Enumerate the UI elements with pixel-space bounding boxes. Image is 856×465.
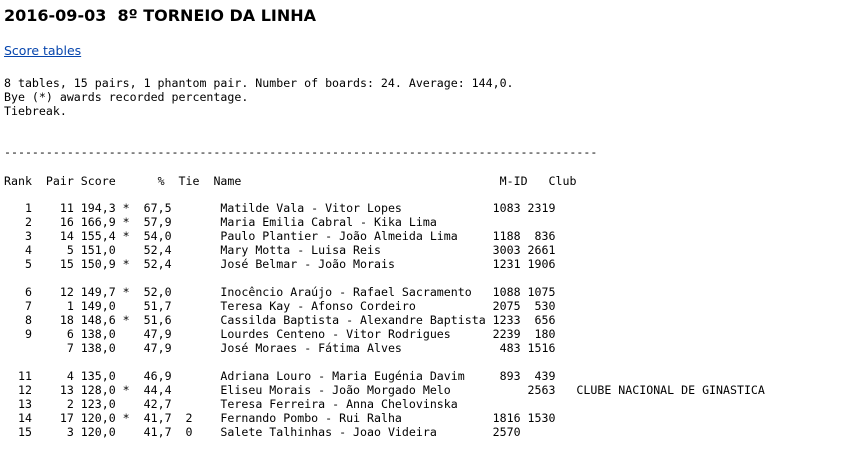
name-cell: Teresa Ferreira - Anna Chelovinska [206, 397, 486, 411]
tie-cell [172, 299, 207, 313]
info-line-summary: 8 tables, 15 pairs, 1 phantom pair. Number of boards: 24. Average: 144,0. [4, 76, 514, 90]
info-line-tiebreak: Tiebreak. [4, 104, 67, 118]
rank-cell: 14 [4, 411, 32, 425]
mid-cell: 2570 [485, 425, 521, 439]
name-cell: Maria Emilia Cabral - Kika Lima [206, 215, 486, 229]
name-cell: José Moraes - Fátima Alves [206, 341, 486, 355]
table-row [4, 201, 555, 215]
rank-cell: 9 [4, 327, 32, 341]
pct-cell: 42,7 [129, 397, 172, 411]
bye-marker: * [115, 411, 130, 425]
bye-marker: * [115, 313, 130, 327]
bye-marker: * [115, 215, 130, 229]
score-cell: 155,4 [73, 229, 116, 243]
tie-cell [172, 243, 207, 257]
pair-cell: 12 [31, 285, 74, 299]
score-cell: 151,0 [73, 243, 116, 257]
rank-cell: 1 [4, 201, 32, 215]
pair-cell: 13 [31, 383, 74, 397]
bye-marker [116, 327, 130, 341]
tie-cell [172, 257, 207, 271]
table-row [4, 369, 555, 383]
pct-cell: 57,9 [129, 215, 172, 229]
tie-cell [172, 341, 207, 355]
col-header-pct: % [115, 174, 165, 188]
col-header-name: Name [199, 174, 479, 188]
score-cell: 128,0 [73, 383, 116, 397]
rank-cell: 13 [4, 397, 32, 411]
mid-cell: 2319 [520, 201, 556, 215]
mid-cell: 1233 [485, 313, 521, 327]
mid-cell [521, 215, 556, 229]
tie-cell [172, 369, 207, 383]
table-row [4, 383, 765, 397]
rank-cell: 6 [4, 285, 32, 299]
rank-cell: 7 [4, 299, 32, 313]
table-row [4, 327, 555, 341]
pair-cell: 14 [31, 229, 74, 243]
tie-cell [172, 285, 207, 299]
name-cell: Eliseu Morais - João Morgado Melo [206, 383, 486, 397]
mid-cell [486, 215, 521, 229]
table-row [4, 411, 555, 425]
mid-cell: 483 [485, 341, 521, 355]
table-row [4, 229, 555, 243]
mid-cell: 1188 [485, 229, 521, 243]
table-row [4, 397, 555, 411]
score-cell: 135,0 [73, 369, 116, 383]
score-cell: 194,3 [73, 201, 116, 215]
name-cell: Lourdes Centeno - Vitor Rodrigues [206, 327, 486, 341]
bye-marker: * [115, 201, 130, 215]
name-cell: Inocêncio Araújo - Rafael Sacramento [206, 285, 486, 299]
name-cell: Adriana Louro - Maria Eugénia Davim [206, 369, 486, 383]
pct-cell: 47,9 [129, 341, 172, 355]
mid-cell: 439 [520, 369, 556, 383]
bye-marker: * [115, 229, 130, 243]
pair-cell: 7 [31, 341, 74, 355]
pair-cell: 3 [31, 425, 74, 439]
tie-cell [172, 215, 207, 229]
mid-cell: 2075 [485, 299, 521, 313]
tie-cell: 2 [171, 411, 207, 425]
table-row [4, 285, 555, 299]
score-cell: 149,7 [73, 285, 116, 299]
name-cell: Matilde Vala - Vitor Lopes [206, 201, 486, 215]
name-cell: Paulo Plantier - João Almeida Lima [206, 229, 486, 243]
page-title: 2016-09-03 8º TORNEIO DA LINHA [4, 6, 317, 25]
table-row [4, 313, 555, 327]
name-cell: José Belmar - João Morais [206, 257, 486, 271]
bye-marker [116, 299, 130, 313]
separator-rule: ------------------------------------------------------------------------------------- [4, 145, 598, 159]
pair-cell: 17 [31, 411, 74, 425]
mid-cell [521, 425, 556, 439]
pct-cell: 47,9 [129, 327, 172, 341]
score-cell: 120,0 [73, 425, 116, 439]
results-table [4, 201, 765, 439]
rank-cell: 2 [4, 215, 32, 229]
results-header [4, 174, 576, 188]
mid-cell: 530 [520, 299, 556, 313]
mid-cell: 1516 [520, 341, 556, 355]
mid-cell: 656 [520, 313, 556, 327]
pair-cell: 1 [31, 299, 74, 313]
col-header-score: Score [73, 174, 116, 188]
rank-cell: 15 [4, 425, 32, 439]
col-header-club: Club [527, 174, 577, 188]
pct-cell: 41,7 [129, 411, 172, 425]
mid-cell: 2239 [485, 327, 521, 341]
pair-cell: 16 [31, 215, 74, 229]
col-header-rank: Rank [4, 174, 32, 188]
name-cell: Salete Talhinhas - Joao Videira [206, 425, 486, 439]
pair-cell: 4 [31, 369, 74, 383]
name-cell: Cassilda Baptista - Alexandre Baptista [206, 313, 486, 327]
col-header-tie: Tie [164, 174, 200, 188]
score-cell: 120,0 [73, 411, 116, 425]
bye-marker [116, 369, 130, 383]
bye-marker: * [115, 257, 130, 271]
score-cell: 138,0 [73, 327, 116, 341]
tournament-info [4, 76, 514, 118]
tie-cell [172, 327, 207, 341]
name-cell: Fernando Pombo - Rui Ralha [206, 411, 486, 425]
table-row [4, 341, 555, 355]
mid-cell [486, 383, 521, 397]
pct-cell: 41,7 [129, 425, 172, 439]
tie-cell [172, 313, 207, 327]
pct-cell: 67,5 [129, 201, 172, 215]
table-row [4, 257, 555, 271]
rank-cell: 12 [4, 383, 32, 397]
bye-marker [116, 341, 130, 355]
rank-cell: 11 [4, 369, 32, 383]
tie-cell: 0 [171, 425, 207, 439]
pair-cell: 6 [31, 327, 74, 341]
mid-cell: 2563 [520, 383, 556, 397]
pct-cell: 52,4 [129, 243, 172, 257]
club-cell: CLUBE NACIONAL DE GINASTICA [555, 383, 765, 397]
mid-cell: 2661 [520, 243, 556, 257]
rank-cell: 8 [4, 313, 32, 327]
mid-cell: 1906 [520, 257, 556, 271]
rank-cell: 5 [4, 257, 32, 271]
mid-cell [521, 397, 556, 411]
pct-cell: 52,0 [129, 285, 172, 299]
table-row [4, 299, 555, 313]
bye-marker: * [115, 383, 130, 397]
tie-cell [172, 397, 207, 411]
score-cell: 150,9 [73, 257, 116, 271]
rank-cell: 3 [4, 229, 32, 243]
score-cell: 138,0 [73, 341, 116, 355]
tie-cell [172, 201, 207, 215]
score-cell: 123,0 [73, 397, 116, 411]
rank-cell: 4 [4, 243, 32, 257]
mid-cell: 1816 [485, 411, 521, 425]
bye-marker [116, 425, 130, 439]
table-row [4, 243, 555, 257]
name-cell: Mary Motta - Luisa Reis [206, 243, 486, 257]
mid-cell: 1231 [485, 257, 521, 271]
info-line-bye: Bye (*) awards recorded percentage. [4, 90, 249, 104]
mid-cell [486, 397, 521, 411]
bye-marker [116, 397, 130, 411]
score-cell: 148,6 [73, 313, 116, 327]
col-header-mid: M-ID [478, 174, 528, 188]
pct-cell: 51,7 [129, 299, 172, 313]
pct-cell: 52,4 [129, 257, 172, 271]
pair-cell: 18 [31, 313, 74, 327]
pair-cell: 15 [31, 257, 74, 271]
tie-cell [172, 383, 207, 397]
mid-cell: 1530 [520, 411, 556, 425]
pair-cell: 11 [31, 201, 74, 215]
pct-cell: 51,6 [129, 313, 172, 327]
mid-cell: 180 [520, 327, 556, 341]
bye-marker [116, 243, 130, 257]
score-tables-link[interactable]: Score tables [4, 43, 82, 58]
mid-cell: 1083 [485, 201, 521, 215]
mid-cell: 1088 [485, 285, 521, 299]
score-cell: 166,9 [73, 215, 116, 229]
pct-cell: 46,9 [129, 369, 172, 383]
mid-cell: 893 [485, 369, 521, 383]
mid-cell: 3003 [485, 243, 521, 257]
col-header-pair: Pair [31, 174, 74, 188]
mid-cell: 836 [520, 229, 556, 243]
pair-cell: 5 [31, 243, 74, 257]
tie-cell [172, 229, 207, 243]
score-cell: 149,0 [73, 299, 116, 313]
pair-cell: 2 [31, 397, 74, 411]
table-row [4, 425, 555, 439]
pct-cell: 54,0 [129, 229, 172, 243]
rank-cell [4, 341, 32, 355]
pct-cell: 44,4 [129, 383, 172, 397]
table-row [4, 215, 555, 229]
bye-marker: * [115, 285, 130, 299]
name-cell: Teresa Kay - Afonso Cordeiro [206, 299, 486, 313]
mid-cell: 1075 [520, 285, 556, 299]
